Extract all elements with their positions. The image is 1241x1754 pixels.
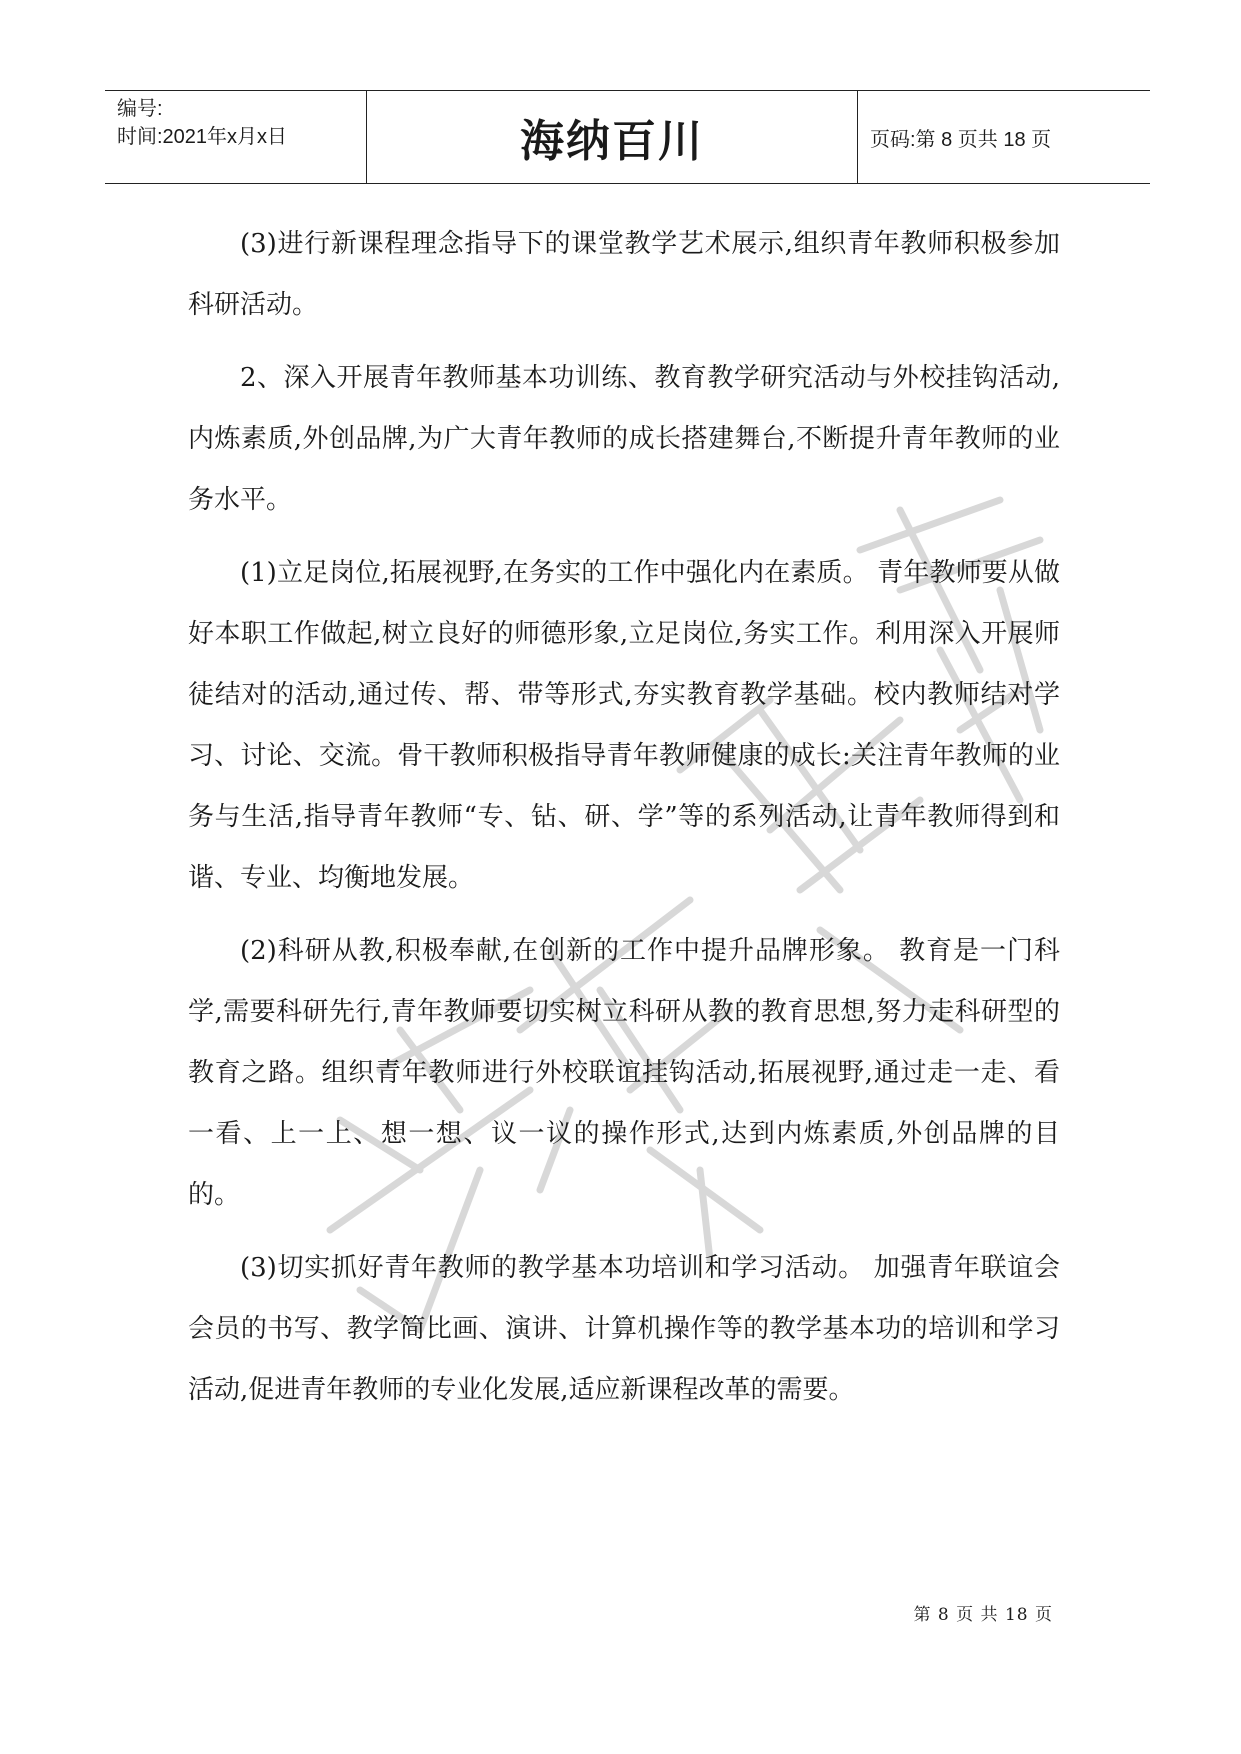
page-footer: 第 8 页 共 18 页 [913, 1605, 1053, 1625]
document-body [188, 214, 1060, 1433]
paragraph: (1)立足岗位,拓展视野,在务实的工作中强化内在素质。 青年教师要从做好本职工作做起,树立良好的师德形象,立足岗位,务实工作。利用深入开展师徒结对的活动,通过传、帮、带等形式,夯实教育教学基础。校内教师结对学习、讨论、交流。骨干教师积极指导青年教师健康的成长:关注青年教师的业务与生活,指导青年教师“专、钻、研、学”等的系列活动,让青年教师得到和谐、专业、均衡地发展。 [188, 558, 1060, 893]
header-page-label: 页码:第 8 页共 18 页 [870, 128, 1052, 151]
paragraph: (3)切实抓好青年教师的教学基本功培训和学习活动。 加强青年联谊会会员的书写、教学简比画、演讲、计算机操作等的教学基本功的培训和学习活动,促进青年教师的专业化发展,适应新课程改革的需要。 [188, 1253, 1060, 1405]
header-meta [105, 91, 367, 183]
paragraph: 2、深入开展青年教师基本功训练、教育教学研究活动与外校挂钩活动,内炼素质,外创品牌,为广大青年教师的成长搭建舞台,不断提升青年教师的业务水平。 [188, 363, 1060, 515]
header-title: 海纳百川 [367, 91, 858, 183]
paragraph: (3)进行新课程理念指导下的课堂教学艺术展示,组织青年教师积极参加科研活动。 [188, 229, 1060, 320]
paragraph: (2)科研从教,积极奉献,在创新的工作中提升品牌形象。 教育是一门科学,需要科研先行,青年教师要切实树立科研从教的教育思想,努力走科研型的教育之路。组织青年教师进行外校联谊挂钩活动,拓展视野,通过走一走、看一看、上一上、想一想、议一议的操作形式,达到内炼素质,外创品牌的目的。 [188, 936, 1060, 1210]
number-label: 编号: [117, 98, 163, 120]
document-header [105, 90, 1150, 184]
time-label: 时间:2021年x月x日 [117, 126, 288, 148]
